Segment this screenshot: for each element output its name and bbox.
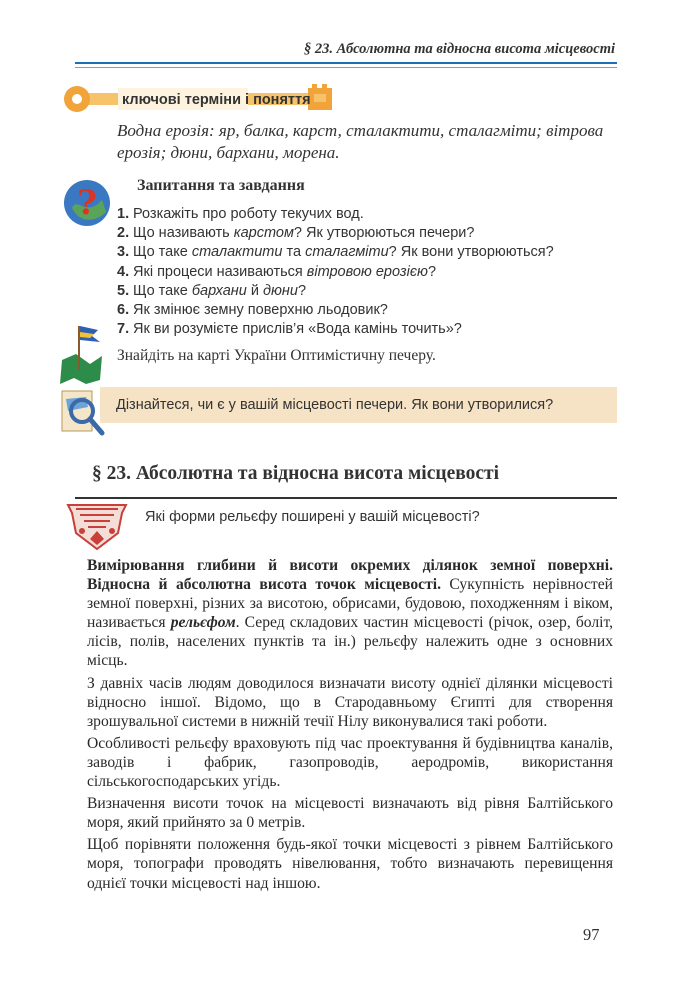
question-text: ? Як вони утворюються? [388, 244, 554, 261]
magnifier-icon [58, 385, 108, 441]
term-relief: рельєфом [170, 614, 236, 632]
section-rule [75, 497, 617, 499]
question-text: ? Як утворюються печери? [293, 225, 475, 242]
question-text: Що називають [133, 225, 234, 242]
question-item [117, 263, 617, 282]
question-number: 7. [117, 321, 130, 338]
intro-question: Які форми рельєфу поширені у вашій місцевості? [145, 509, 480, 525]
paragraph-heading: Вимірювання глибини й висоти окремих ділянок земної поверхні. Відносна й абсолютна висота точок місцевості. [87, 557, 613, 594]
question-item [117, 320, 617, 339]
question-term: дюни [263, 282, 298, 299]
page-number: 97 [583, 925, 600, 944]
paragraph-1b: . Серед складових частин місцевості (річок, озер, боліт, лісів, полів, населених пунктів та ін.) рельєфу належить одне з основних місць. [87, 614, 614, 670]
paragraph-5: Щоб порівняти положення будь-якої точки місцевості з рівнем Балтійського моря, топографи проводять нівелювання, тобто визначають перевищення однієї точки місцевості над іншою. [87, 836, 613, 892]
question-text: й [246, 282, 264, 299]
map-task: Знайдіть на карті України Оптимістичну печеру. [117, 347, 436, 364]
question-item [117, 282, 617, 301]
question-mark-icon [62, 178, 112, 228]
question-text: ? [297, 282, 307, 299]
paragraph-2: З давніх часів людям доводилося визначати висоту однієї ділянки місцевості відносно іншої. Відомо, що в Стародавньому Єгипті для створення зрошувальної системи в нижній течії Нілу виконувалися такі роботи. [87, 674, 613, 730]
paragraph-1a: Сукупність нерівностей земної поверхні, різних за висотою, обрисами, будовою, походженням і віком, називається [87, 576, 613, 632]
question-text: Як ви розумієте прислів’я «Вода камінь точить»? [133, 321, 462, 338]
header-rule [75, 62, 617, 64]
question-number: 4. [117, 263, 130, 280]
key-terms-label: ключові терміни і поняття [122, 92, 311, 108]
question-number: 5. [117, 282, 130, 299]
question-number: 3. [117, 244, 130, 261]
question-number: 6. [117, 302, 130, 319]
question-item [117, 301, 617, 320]
question-term: вітровою ерозією [306, 263, 428, 280]
body-text [87, 556, 613, 893]
question-text: Що таке [133, 282, 192, 299]
question-term: бархани [191, 282, 247, 299]
key-terms-text: Водна ерозія: яр, балка, карст, сталактити, сталагміти; вітрова ерозія; дюни, бархани, морена. [117, 121, 604, 162]
question-text: Які процеси називаються [133, 263, 307, 280]
question-term: сталактити [191, 244, 283, 261]
question-text: та [282, 244, 306, 261]
paragraph-3: Особливості рельєфу враховують під час проектування й будівництва каналів, заводів і фабрик, газопроводів, аеродромів, використання сільськогосподарських угідь. [87, 734, 613, 791]
research-task: Дізнайтеся, чи є у вашій місцевості печери. Як вони утворилися? [116, 397, 554, 413]
questions-title: Запитання та завдання [137, 177, 305, 194]
map-flag-icon [56, 320, 106, 388]
header-rule-thin [75, 67, 617, 68]
question-term: карстом [233, 225, 294, 242]
question-text: Як змінює земну поверхню льодовик? [133, 302, 388, 319]
paragraph-4: Визначення висоти точок на місцевості визначають від рівня Балтійського моря, який прийнято за 0 метрів. [87, 795, 613, 832]
question-term: сталагміти [305, 244, 389, 261]
question-number: 1. [117, 206, 130, 222]
svg-text:?: ? [77, 183, 97, 223]
question-text: Розкажіть про роботу текучих вод. [133, 206, 364, 222]
question-text: Що таке [133, 244, 192, 261]
section-title: § 23. Абсолютна та відносна висота місцевості [92, 463, 500, 484]
questions-list [117, 205, 617, 339]
question-number: 2. [117, 225, 130, 242]
question-item [117, 243, 617, 262]
question-text: ? [427, 263, 437, 280]
running-header: § 23. Абсолютна та відносна висота місцевості [303, 41, 615, 57]
question-item [117, 224, 617, 243]
ornament-icon [66, 503, 128, 551]
question-item [117, 205, 617, 224]
